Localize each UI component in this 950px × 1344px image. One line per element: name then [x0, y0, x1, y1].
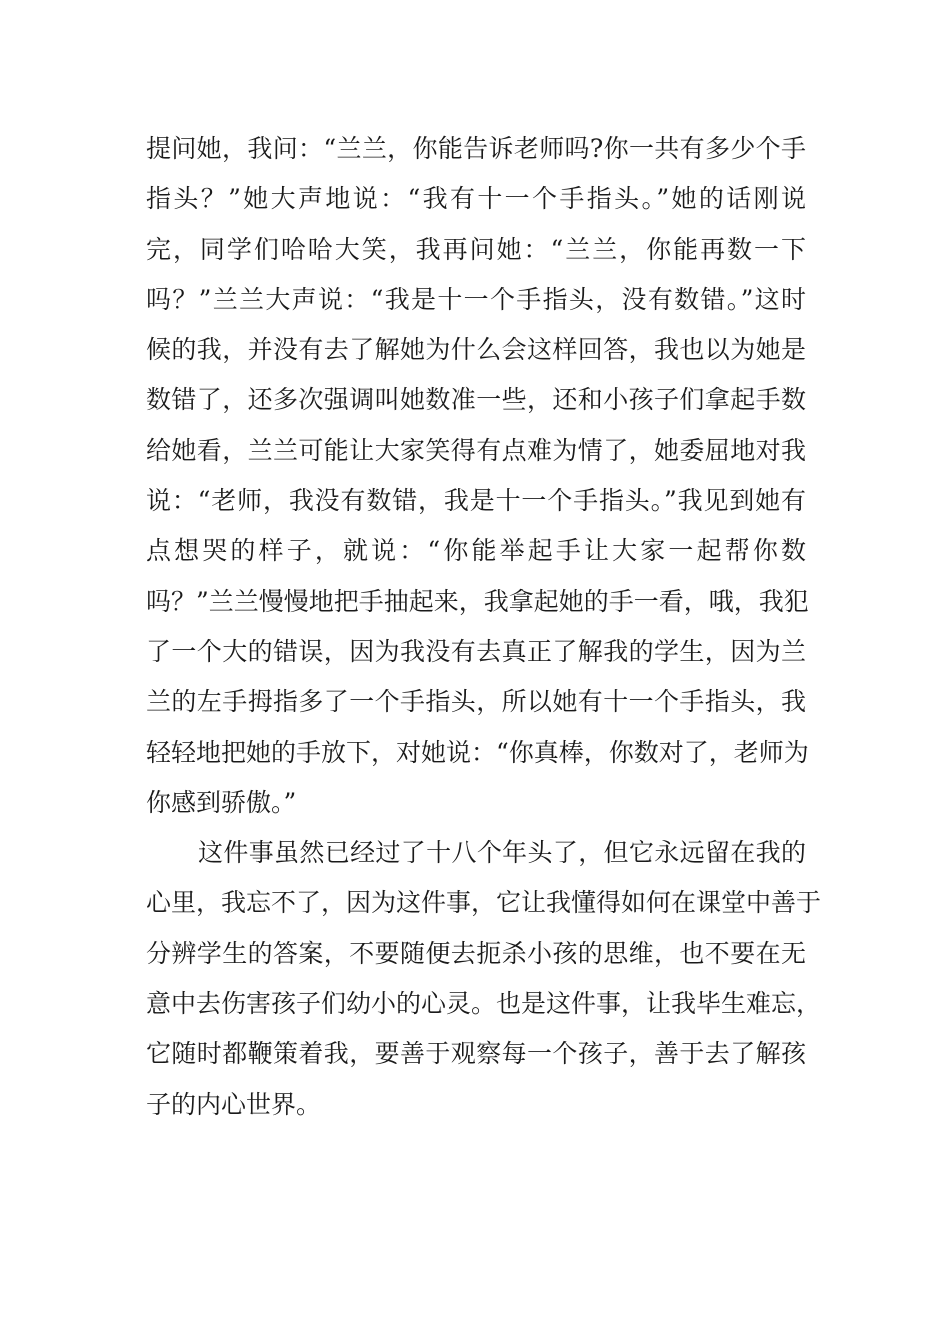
text-line: 这件事虽然已经过了十八个年头了，但它永远留在我的	[198, 838, 806, 868]
paragraph-2	[146, 828, 822, 1130]
text-line: 轻轻地把她的手放下，对她说：“你真棒，你数对了，老师为	[146, 737, 809, 767]
text-line: 兰的左手拇指多了一个手指头，所以她有十一个手指头，我	[146, 687, 806, 717]
text-line: 吗？”兰兰大声说：“我是十一个手指头，没有数错。”这时	[146, 284, 806, 314]
text-line: 提问她，我问：“兰兰，你能告诉老师吗?你一共有多少个手	[146, 134, 806, 163]
text-line: 给她看，兰兰可能让大家笑得有点难为情了，她委屈地对我	[146, 435, 806, 465]
text-line: 指头？”她大声地说：“我有十一个手指头。”她的话刚说	[146, 184, 806, 214]
document-body	[146, 124, 822, 1130]
text-line: 候的我，并没有去了解她为什么会这样回答，我也以为她是	[146, 335, 806, 365]
text-line: 了一个大的错误，因为我没有去真正了解我的学生，因为兰	[146, 636, 806, 666]
text-line: 分辨学生的答案，不要随便去扼杀小孩的思维，也不要在无	[146, 938, 806, 968]
text-line: 点想哭的样子，就说：“你能举起手让大家一起帮你数	[146, 536, 806, 566]
text-line: 意中去伤害孩子们幼小的心灵。也是这件事，让我毕生难忘，	[146, 989, 822, 1019]
text-line: 吗？”兰兰慢慢地把手抽起来，我拿起她的手一看，哦，我犯	[146, 586, 809, 616]
text-line: 数错了，还多次强调叫她数准一些，还和小孩子们拿起手数	[146, 385, 806, 415]
text-line: 你感到骄傲。”	[146, 787, 297, 817]
text-line: 完，同学们哈哈大笑，我再问她：“兰兰，你能再数一下	[146, 234, 806, 264]
text-line: 它随时都鞭策着我，要善于观察每一个孩子，善于去了解孩	[146, 1039, 806, 1069]
paragraph-1	[146, 124, 809, 828]
text-line: 子的内心世界。	[146, 1089, 322, 1119]
text-line: 心里，我忘不了，因为这件事，它让我懂得如何在课堂中善于	[146, 888, 822, 918]
text-line: 说：“老师，我没有数错，我是十一个手指头。”我见到她有	[146, 486, 806, 516]
